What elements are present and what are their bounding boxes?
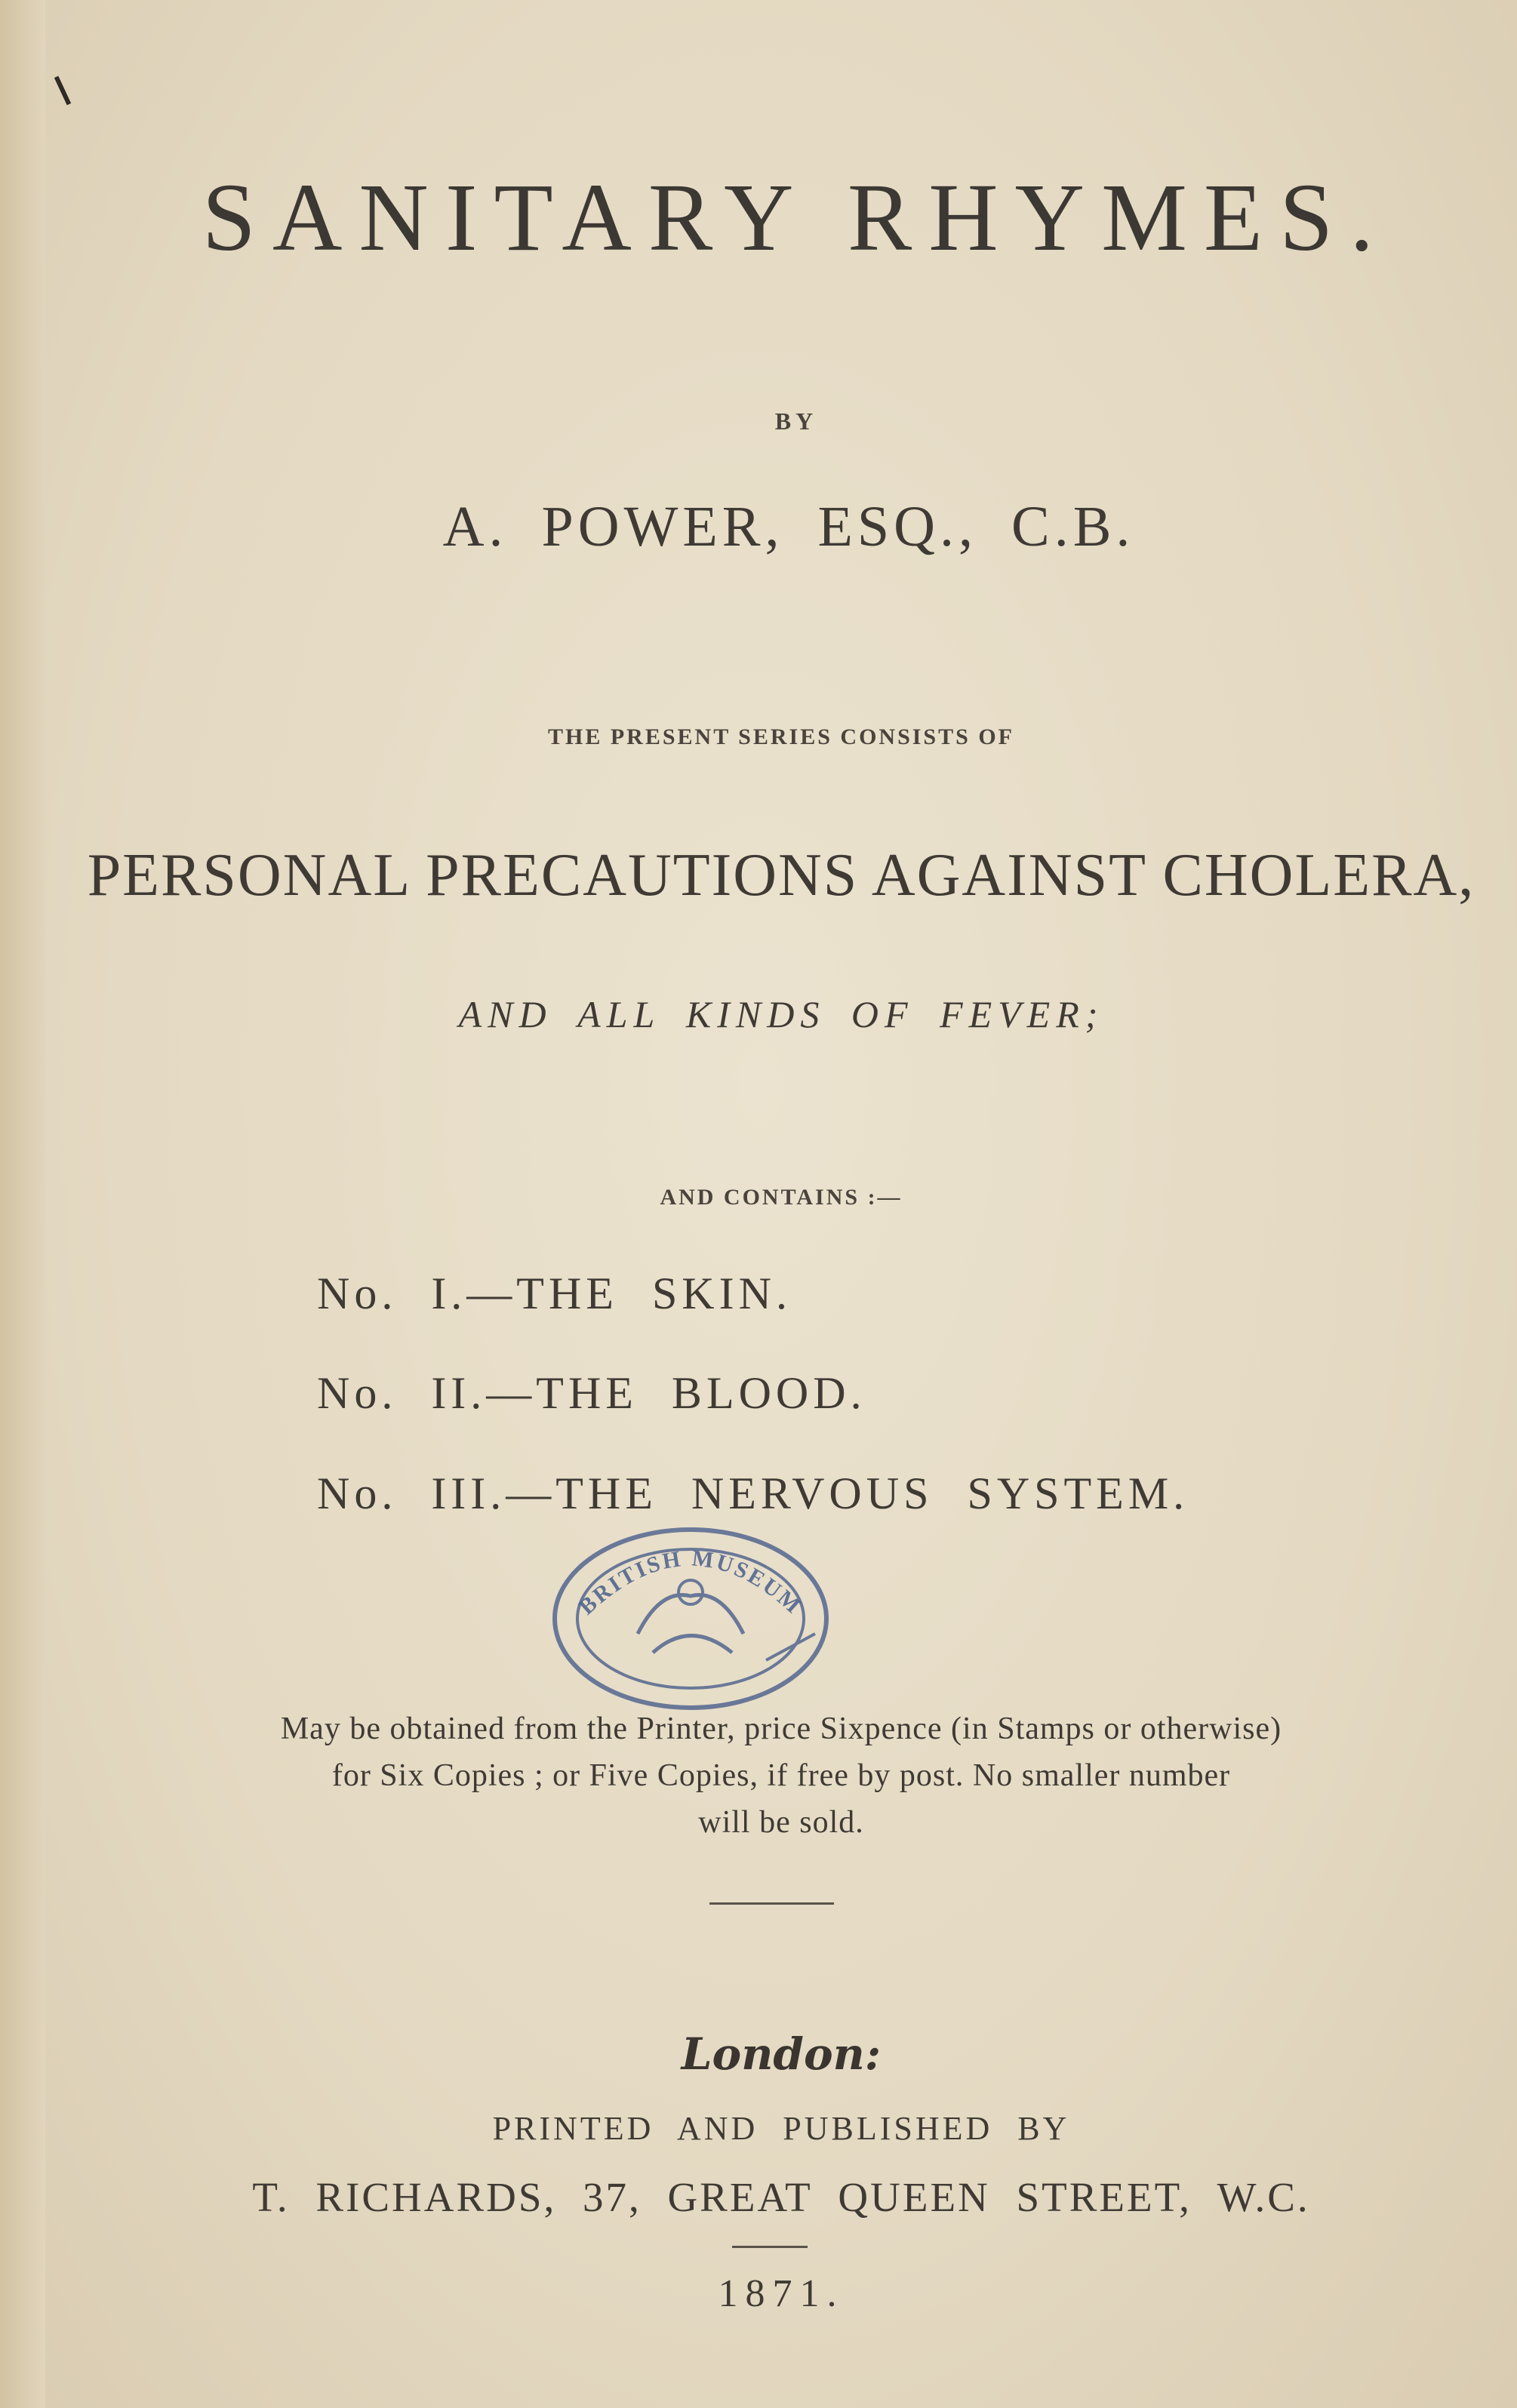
book-title: SANITARY RHYMES. bbox=[202, 164, 1391, 271]
library-stamp bbox=[547, 1521, 842, 1717]
stamp-text: BRITISH MUSEUM bbox=[574, 1545, 808, 1620]
imprint-year: 1871. bbox=[718, 2272, 845, 2315]
ink-mark bbox=[54, 76, 71, 106]
series-intro: THE PRESENT SERIES CONSISTS OF bbox=[548, 724, 1014, 749]
series-subtitle: AND ALL KINDS OF FEVER; bbox=[458, 993, 1104, 1035]
price-line: May be obtained from the Printer, price Sixpence (in Stamps or otherwise) bbox=[280, 1711, 1282, 1746]
price-line: for Six Copies ; or Five Copies, if free by post. No smaller number bbox=[331, 1758, 1231, 1793]
divider bbox=[709, 1902, 834, 1905]
series-title: PERSONAL PRECAUTIONS AGAINST CHOLERA, bbox=[87, 842, 1475, 909]
svg-text:BRITISH MUSEUM bbox=[574, 1545, 807, 1619]
author-name: A. POWER, ESQ., C.B. bbox=[442, 495, 1135, 558]
price-line: will be sold. bbox=[698, 1805, 864, 1840]
contents-item: No. I.—THE SKIN. bbox=[317, 1269, 792, 1318]
imprint-printer: T. RICHARDS, 37, GREAT QUEEN STREET, W.C. bbox=[252, 2174, 1310, 2220]
imprint-printed-by: PRINTED AND PUBLISHED BY bbox=[492, 2110, 1070, 2147]
divider bbox=[732, 2246, 808, 2248]
contains-intro: AND CONTAINS :— bbox=[660, 1185, 903, 1210]
contents-item: No. II.—THE BLOOD. bbox=[317, 1368, 866, 1418]
imprint-place: London: bbox=[681, 2028, 882, 2080]
price-note bbox=[174, 1705, 1389, 1846]
by-line: BY bbox=[774, 407, 818, 435]
contents-item: No. III.—THE NERVOUS SYSTEM. bbox=[317, 1468, 1189, 1518]
